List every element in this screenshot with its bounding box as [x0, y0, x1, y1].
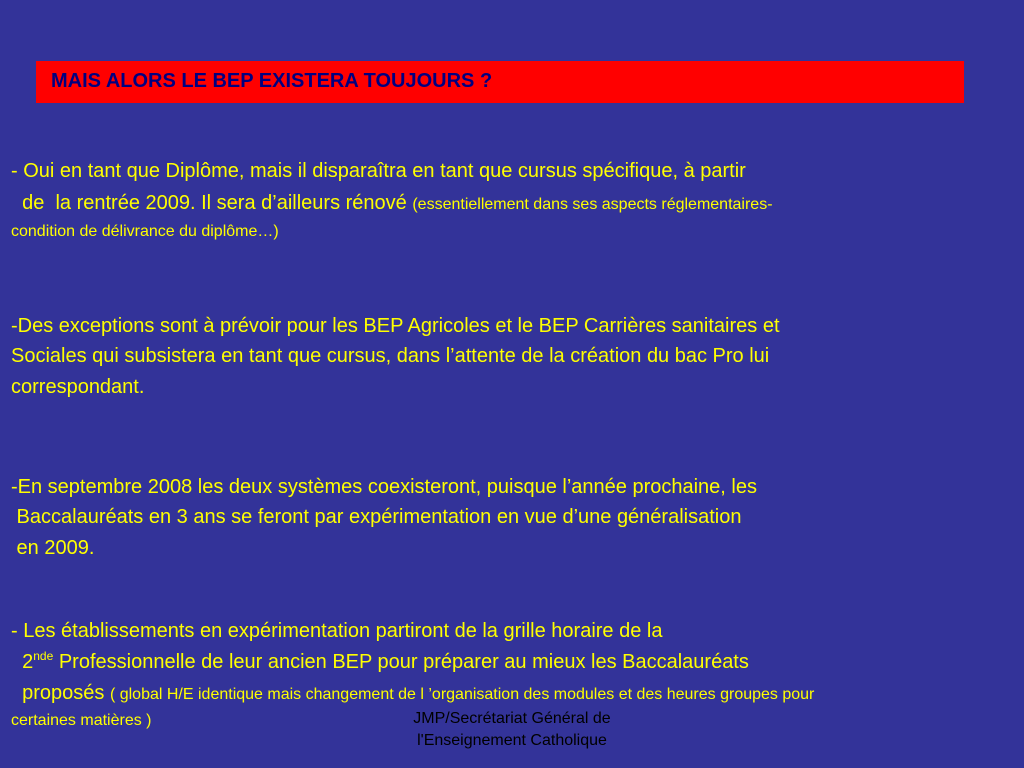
footer-line-2: l'Enseignement Catholique	[417, 732, 607, 749]
p4-line-3-text: proposés	[11, 682, 110, 704]
p4-line-3-note: ( global H/E identique mais changement de l ’organisation des modules et des heures groupes pour	[109, 686, 815, 703]
p1-line-2-note: (essentiellement dans ses aspects réglementaires-	[412, 196, 773, 213]
footer	[362, 708, 662, 752]
title-bar	[36, 61, 964, 103]
p3-line-3: en 2009.	[11, 537, 95, 559]
p4-superscript: nde	[33, 649, 54, 663]
p4-line-2-post: Professionnelle de leur ancien BEP pour préparer au mieux les Baccalauréats	[53, 651, 749, 673]
p4-line-4: certaines matières )	[11, 712, 152, 729]
p4-line-2	[11, 650, 749, 674]
p3-line-2: Baccalauréats en 3 ans se feront par expérimentation en vue d’une généralisation	[11, 506, 742, 528]
p2-line-3: correspondant.	[11, 376, 145, 398]
p1-line-2-text: de la rentrée 2009. Il sera d’ailleurs rénové	[11, 192, 413, 214]
slide-title: MAIS ALORS LE BEP EXISTERA TOUJOURS ?	[51, 70, 493, 92]
footer-line-1: JMP/Secrétariat Général de	[413, 710, 611, 727]
p1-line-1: - Oui en tant que Diplôme, mais il disparaîtra en tant que cursus spécifique, à partir	[11, 160, 746, 182]
p1-line-2	[11, 191, 773, 217]
p3-line-1: -En septembre 2008 les deux systèmes coexisteront, puisque l’année prochaine, les	[11, 476, 757, 498]
p2-line-2: Sociales qui subsistera en tant que cursus, dans l’attente de la création du bac Pro lui	[11, 345, 770, 367]
p1-line-3: condition de délivrance du diplôme…)	[11, 223, 279, 240]
p4-line-3	[11, 681, 814, 707]
p4-line-2-pre: 2	[11, 651, 34, 673]
p2-line-1: -Des exceptions sont à prévoir pour les BEP Agricoles et le BEP Carrières sanitaires et	[11, 315, 780, 337]
p4-line-1: - Les établissements en expérimentation partiront de la grille horaire de la	[11, 620, 663, 642]
